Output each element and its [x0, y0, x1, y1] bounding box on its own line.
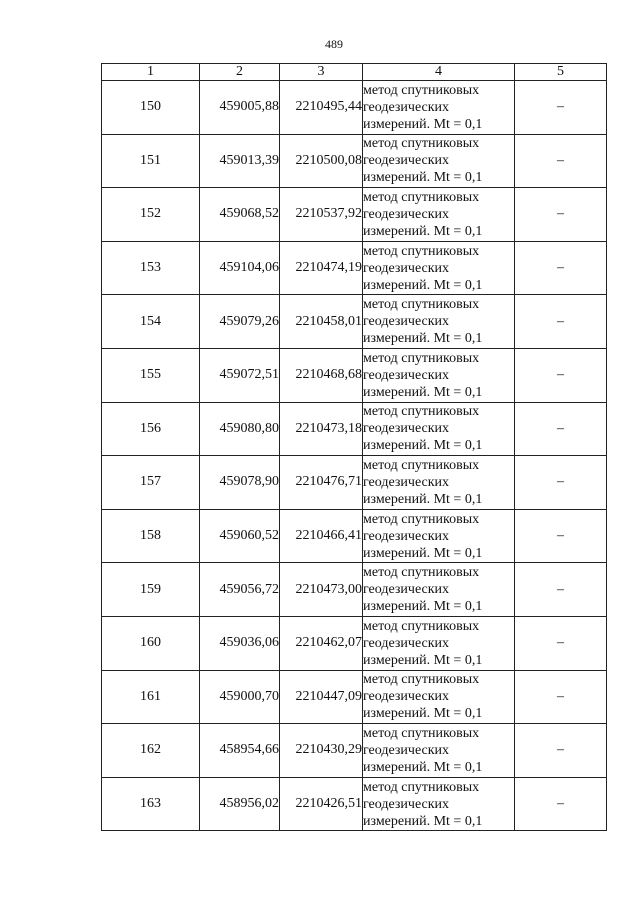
- table-row: [102, 241, 607, 295]
- table-row: [102, 134, 607, 188]
- determination-method: [363, 777, 515, 831]
- method-line: измерений. Mt = 0,1: [363, 384, 483, 400]
- note-dash: –: [515, 188, 607, 242]
- determination-method: [363, 724, 515, 778]
- table-row: [102, 724, 607, 778]
- table-row: [102, 295, 607, 349]
- note-dash: –: [515, 241, 607, 295]
- point-number: 156: [102, 402, 200, 456]
- method-line: метод спутниковых: [363, 404, 480, 420]
- column-header-1: 1: [102, 64, 200, 81]
- method-line: измерений. Mt = 0,1: [363, 277, 483, 293]
- point-number: 155: [102, 348, 200, 402]
- method-line: измерений. Mt = 0,1: [363, 599, 483, 615]
- coordinate-y: 2210458,01: [280, 295, 363, 349]
- coordinate-y: 2210537,92: [280, 188, 363, 242]
- coordinate-x: 459079,26: [200, 295, 280, 349]
- method-line: геодезических: [363, 99, 450, 115]
- coordinate-x: 459036,06: [200, 616, 280, 670]
- column-header-4: 4: [363, 64, 515, 81]
- coordinate-y: 2210466,41: [280, 509, 363, 563]
- determination-method: [363, 188, 515, 242]
- method-line: метод спутниковых: [363, 672, 480, 688]
- point-number: 154: [102, 295, 200, 349]
- method-line: геодезических: [363, 367, 450, 383]
- note-dash: –: [515, 509, 607, 563]
- method-line: геодезических: [363, 314, 450, 330]
- note-dash: –: [515, 402, 607, 456]
- method-line: измерений. Mt = 0,1: [363, 491, 483, 507]
- determination-method: [363, 348, 515, 402]
- coordinate-y: 2210462,07: [280, 616, 363, 670]
- note-dash: –: [515, 670, 607, 724]
- determination-method: [363, 241, 515, 295]
- method-line: геодезических: [363, 206, 450, 222]
- point-number: 151: [102, 134, 200, 188]
- coordinate-x: 459080,80: [200, 402, 280, 456]
- method-line: геодезических: [363, 421, 450, 437]
- determination-method: [363, 134, 515, 188]
- table-row: [102, 348, 607, 402]
- coordinate-x: 459005,88: [200, 81, 280, 135]
- note-dash: –: [515, 348, 607, 402]
- method-line: метод спутниковых: [363, 243, 480, 259]
- note-dash: –: [515, 777, 607, 831]
- method-line: метод спутниковых: [363, 779, 480, 795]
- note-dash: –: [515, 81, 607, 135]
- note-dash: –: [515, 295, 607, 349]
- coordinate-y: 2210468,68: [280, 348, 363, 402]
- point-number: 162: [102, 724, 200, 778]
- method-line: измерений. Mt = 0,1: [363, 813, 483, 829]
- method-line: геодезических: [363, 153, 450, 169]
- point-number: 161: [102, 670, 200, 724]
- coordinate-y: 2210426,51: [280, 777, 363, 831]
- method-line: геодезических: [363, 260, 450, 276]
- method-line: метод спутниковых: [363, 511, 480, 527]
- coordinate-y: 2210447,09: [280, 670, 363, 724]
- method-line: измерений. Mt = 0,1: [363, 223, 483, 239]
- coordinate-x: 459060,52: [200, 509, 280, 563]
- point-number: 158: [102, 509, 200, 563]
- table-header-row: [102, 64, 607, 81]
- coordinate-x: 459104,06: [200, 241, 280, 295]
- method-line: измерений. Mt = 0,1: [363, 170, 483, 186]
- method-line: метод спутниковых: [363, 136, 480, 152]
- column-header-2: 2: [200, 64, 280, 81]
- method-line: измерений. Mt = 0,1: [363, 116, 483, 132]
- method-line: измерений. Mt = 0,1: [363, 331, 483, 347]
- method-line: метод спутниковых: [363, 618, 480, 634]
- method-line: геодезических: [363, 582, 450, 598]
- point-number: 159: [102, 563, 200, 617]
- coordinate-x: 459072,51: [200, 348, 280, 402]
- method-line: метод спутниковых: [363, 565, 480, 581]
- method-line: измерений. Mt = 0,1: [363, 706, 483, 722]
- coordinate-y: 2210473,18: [280, 402, 363, 456]
- method-line: геодезических: [363, 796, 450, 812]
- point-number: 150: [102, 81, 200, 135]
- table-row: [102, 509, 607, 563]
- table-row: [102, 402, 607, 456]
- table-row: [102, 81, 607, 135]
- method-line: метод спутниковых: [363, 725, 480, 741]
- coordinate-x: 459068,52: [200, 188, 280, 242]
- method-line: геодезических: [363, 474, 450, 490]
- coordinate-x: 458956,02: [200, 777, 280, 831]
- method-line: метод спутниковых: [363, 350, 480, 366]
- coordinate-x: 459000,70: [200, 670, 280, 724]
- note-dash: –: [515, 456, 607, 510]
- coordinates-table: [101, 63, 607, 831]
- table-row: [102, 456, 607, 510]
- note-dash: –: [515, 563, 607, 617]
- point-number: 163: [102, 777, 200, 831]
- method-line: измерений. Mt = 0,1: [363, 545, 483, 561]
- table-row: [102, 777, 607, 831]
- point-number: 160: [102, 616, 200, 670]
- page-number: 489: [325, 37, 343, 51]
- determination-method: [363, 563, 515, 617]
- note-dash: –: [515, 134, 607, 188]
- method-line: измерений. Mt = 0,1: [363, 438, 483, 454]
- coordinate-y: 2210430,29: [280, 724, 363, 778]
- method-line: геодезических: [363, 528, 450, 544]
- determination-method: [363, 509, 515, 563]
- method-line: геодезических: [363, 635, 450, 651]
- note-dash: –: [515, 724, 607, 778]
- table-body: [102, 81, 607, 831]
- determination-method: [363, 81, 515, 135]
- column-header-3: 3: [280, 64, 363, 81]
- coordinate-x: 459078,90: [200, 456, 280, 510]
- coordinate-y: 2210500,08: [280, 134, 363, 188]
- method-line: геодезических: [363, 742, 450, 758]
- method-line: измерений. Mt = 0,1: [363, 652, 483, 668]
- table-row: [102, 616, 607, 670]
- coordinate-x: 459013,39: [200, 134, 280, 188]
- coordinate-y: 2210473,00: [280, 563, 363, 617]
- table-row: [102, 563, 607, 617]
- point-number: 153: [102, 241, 200, 295]
- point-number: 157: [102, 456, 200, 510]
- column-header-5: 5: [515, 64, 607, 81]
- coordinate-x: 458954,66: [200, 724, 280, 778]
- determination-method: [363, 295, 515, 349]
- determination-method: [363, 670, 515, 724]
- determination-method: [363, 616, 515, 670]
- table-row: [102, 188, 607, 242]
- method-line: метод спутниковых: [363, 457, 480, 473]
- determination-method: [363, 402, 515, 456]
- method-line: метод спутниковых: [363, 82, 480, 98]
- coordinate-y: 2210495,44: [280, 81, 363, 135]
- method-line: метод спутниковых: [363, 297, 480, 313]
- coordinate-x: 459056,72: [200, 563, 280, 617]
- table-row: [102, 670, 607, 724]
- method-line: геодезических: [363, 689, 450, 705]
- note-dash: –: [515, 616, 607, 670]
- point-number: 152: [102, 188, 200, 242]
- determination-method: [363, 456, 515, 510]
- method-line: метод спутниковых: [363, 189, 480, 205]
- method-line: измерений. Mt = 0,1: [363, 759, 483, 775]
- coordinate-y: 2210476,71: [280, 456, 363, 510]
- coordinate-y: 2210474,19: [280, 241, 363, 295]
